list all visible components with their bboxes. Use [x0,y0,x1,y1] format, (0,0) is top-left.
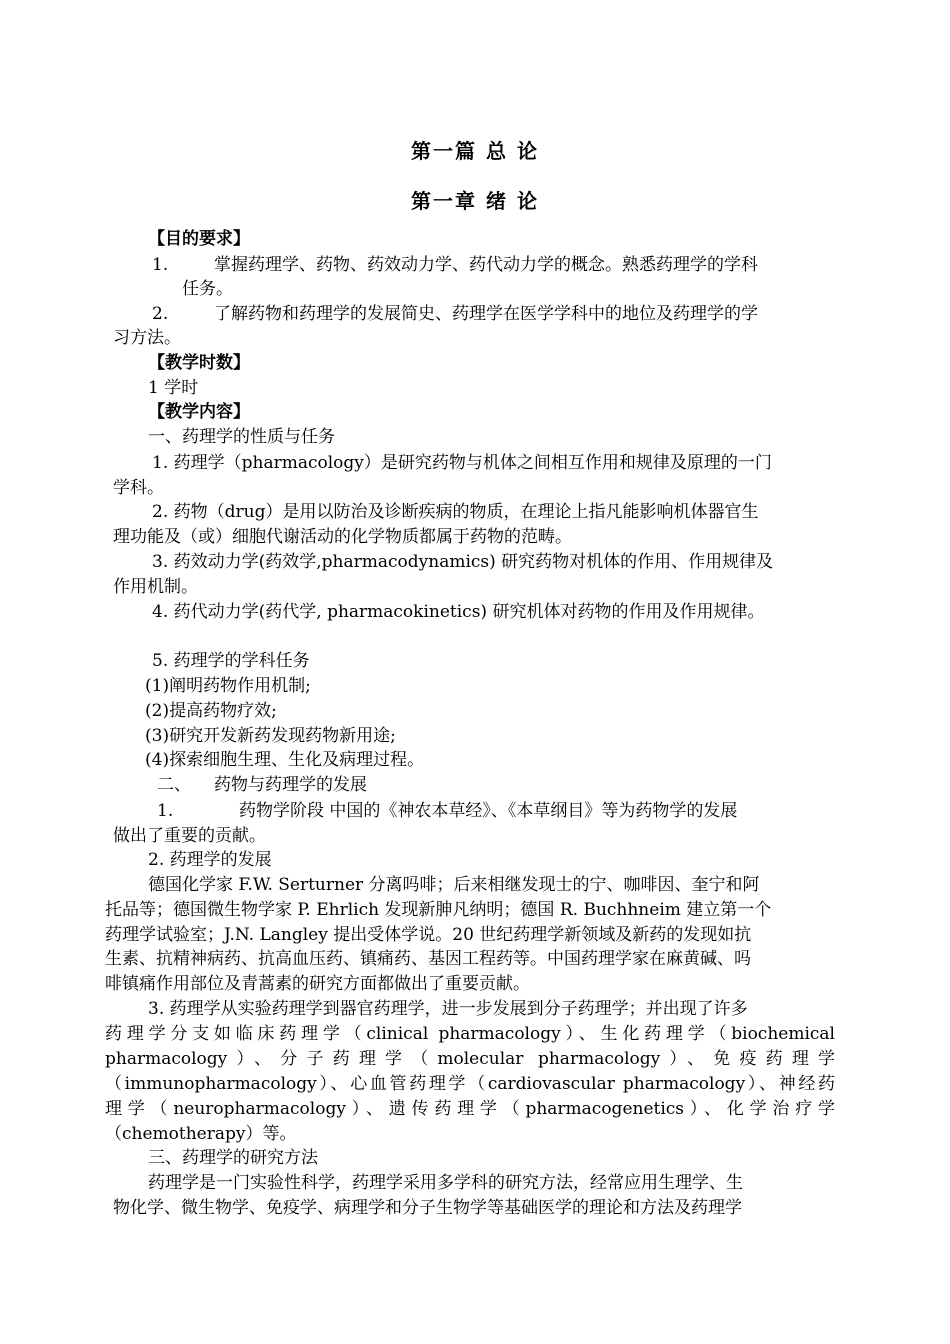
paragraph-branches: （chemotherapy）等。 [105,1124,297,1144]
paragraph-branches: 3. 药理学从实验药理学到器官药理学，进一步发展到分子药理学；并出现了许多 [148,999,748,1019]
section-1-title: 一、药理学的性质与任务 [148,427,335,447]
objective-1-text-cont: 任务。 [182,279,233,299]
paragraph-branches: （immunopharmacology）、心血管药理学（cardiovascular pharmacology）、神经药 [105,1074,835,1094]
paragraph-research-methods: 药理学是一门实验性科学，药理学采用多学科的研究方法，经常应用生理学、生 [148,1173,743,1193]
paragraph-tasks-title: 5. 药理学的学科任务 [152,651,310,671]
objective-2-text-cont: 习方法。 [113,328,181,348]
paragraph-development-body: 生素、抗精神病药、抗高血压药、镇痛药、基因工程药等。中国药理学家在麻黄碱、吗 [105,949,751,969]
hours-heading: 【教学时数】 [148,353,250,373]
paragraph-pharmacodynamics-cont: 作用机制。 [113,577,198,597]
objective-2-text: 了解药物和药理学的发展简史、药理学在医学学科中的地位及药理学的学 [214,304,758,324]
paragraph-pharmacodynamics: 3. 药效动力学(药效学,pharmacodynamics) 研究药物对机体的作用、作用规律及 [152,552,774,572]
paragraph-materia-medica-cont: 做出了重要的贡献。 [113,826,266,846]
paragraph-branches: pharmacology）、分子药理学（molecular pharmacology）、免疫药理学 [105,1049,835,1069]
objectives-heading: 【目的要求】 [148,229,250,249]
paragraph-materia-medica-number: 1. [157,801,174,821]
paragraph-development-title: 2. 药理学的发展 [148,850,272,870]
task-item: (3)研究开发新药发现药物新用途; [145,726,396,746]
paragraph-branches: 理学（neuropharmacology）、遗传药理学（pharmacogenetics）、化学治疗学 [105,1099,835,1119]
paragraph-development-body: 药理学试验室；J.N. Langley 提出受体学说。20 世纪药理学新领域及新药的发现如抗 [105,925,752,945]
paragraph-pharmacology-cont: 学科。 [113,478,164,498]
paragraph-drug-cont: 理功能及（或）细胞代谢活动的化学物质都属于药物的范畴。 [113,527,572,547]
objective-1-number: 1. [152,255,169,275]
paragraph-development-body: 托品等；德国微生物学家 P. Ehrlich 发现新胂凡纳明；德国 R. Buchhneim 建立第一个 [105,900,772,920]
section-3-title: 三、药理学的研究方法 [148,1148,318,1168]
objective-2-number: 2. [152,304,169,324]
task-item: (2)提高药物疗效; [145,701,277,721]
part-title: 第一篇 总 论 [411,139,539,163]
paragraph-development-body: 啡镇痛作用部位及青蒿素的研究方面都做出了重要贡献。 [105,974,530,994]
paragraph-drug: 2. 药物（drug）是用以防治及诊断疾病的物质，在理论上指凡能影响机体器官生 [152,502,759,522]
paragraph-development-body: 德国化学家 F.W. Serturner 分离吗啡；后来相继发现士的宁、咖啡因、奎宁和阿 [148,875,760,895]
paragraph-branches: 药理学分支如临床药理学（clinical pharmacology）、生化药理学（biochemical [105,1024,835,1044]
paragraph-materia-medica: 药物学阶段 中国的《神农本草经》、《本草纲目》等为药物学的发展 [239,801,738,821]
paragraph-research-methods-cont: 物化学、微生物学、免疫学、病理学和分子生物学等基础医学的理论和方法及药理学 [113,1198,742,1218]
paragraph-pharmacology: 1. 药理学（pharmacology）是研究药物与机体之间相互作用和规律及原理的一门 [152,453,772,473]
section-2-title: 药物与药理学的发展 [214,775,367,795]
section-2-number: 二、 [157,775,191,795]
paragraph-pharmacokinetics: 4. 药代动力学(药代学, pharmacokinetics) 研究机体对药物的作用及作用规律。 [152,602,765,622]
hours-value: 1 学时 [148,378,199,398]
chapter-title: 第一章 绪 论 [411,189,539,213]
task-item: (4)探索细胞生理、生化及病理过程。 [145,750,425,770]
content-heading: 【教学内容】 [148,402,250,422]
objective-1-text: 掌握药理学、药物、药效动力学、药代动力学的概念。熟悉药理学的学科 [214,255,758,275]
task-item: (1)阐明药物作用机制; [145,676,311,696]
